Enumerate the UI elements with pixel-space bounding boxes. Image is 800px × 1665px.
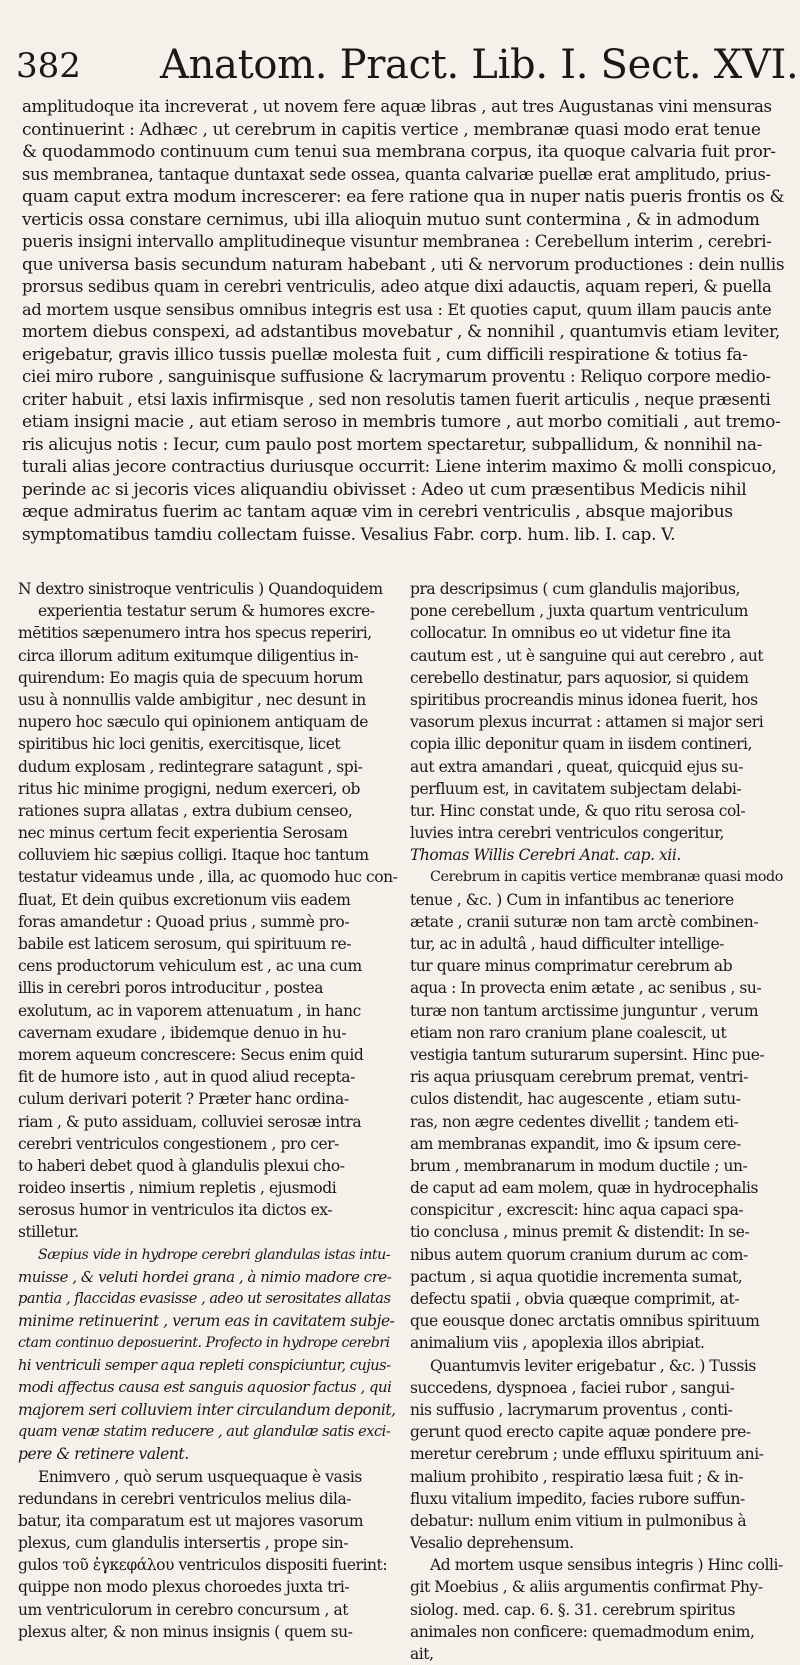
text-line: stilletur. (18, 1223, 79, 1242)
quoted-passage (22, 96, 784, 546)
text-line: illis in cerebri poros introducitur , postea (18, 979, 324, 998)
text-line: culum derivari poterit ? Præter hanc ordina- (18, 1090, 349, 1109)
text-line: plexus alter, & non minus insignis ( quem su- (18, 1622, 353, 1641)
text-line: animales non conficere: quemadmodum enim, (410, 1622, 755, 1641)
left-column (18, 578, 398, 1643)
text-line: riam , & puto assiduam, colluviei serosæ intra (18, 1112, 362, 1131)
text-line: am membranas expandit, imo & ipsum cere- (410, 1134, 741, 1153)
text-line: conspicitur , excrescit: hinc aqua capaci spa- (410, 1201, 744, 1220)
text-line: nibus autem quorum cranium durum ac com- (410, 1245, 748, 1264)
page-title: Anatom. Pract. Lib. I. Sect. XVI. (160, 42, 799, 88)
text-line: debatur: nullum enim vitium in pulmonibus à (410, 1511, 747, 1530)
text-line: ætate , cranii suturæ non tam arctè combinen- (410, 912, 759, 931)
text-line: quirendum: Eo magis quia de specuum horum (18, 668, 363, 687)
text-line: circa illorum aditum exitumque diligentius in- (18, 646, 359, 665)
text-line: amplitudoque ita increverat , ut novem fere aquæ libras , aut tres Augustanas vini mensuras (22, 97, 772, 116)
text-line: modi affectus causa est sanguis aquosior factus , qui (18, 1378, 392, 1396)
text-line: fluat, Et dein quibus excretionum viis eadem (18, 890, 351, 909)
text-line: criter habuit , etsi laxis infirmisque , sed non resolutis tamen fuerit articulis , neque præsenti (22, 389, 771, 409)
text-line: siolog. med. cap. 6. §. 31. cerebrum spiritus (410, 1600, 736, 1619)
text-line: tenue , &c. ) Cum in infantibus ac teneriore (410, 890, 734, 909)
text-line: quam venæ statim reducere , aut glandulæ satis exci- (18, 1424, 391, 1441)
page-number: 382 (16, 46, 81, 86)
text-line: prorsus sedibus quam in cerebri ventriculis, adeo atque dixi adauctis, aquam reperi, & puella (22, 277, 772, 296)
text-line: culos distendit, hac augescente , etiam sutu- (410, 1090, 741, 1109)
text-line: rationes supra allatas , extra dubium censeo, (18, 801, 353, 820)
text-line: babile est laticem serosum, qui spirituum re- (18, 935, 351, 953)
text-line: & quodammodo continuum cum tenui sua membrana corpus, ita quoque calvaria fuit pror- (22, 142, 776, 162)
text-line: roideo insertis , nimium repletis , ejusmodi (18, 1179, 337, 1198)
text-line: cautum est , ut è sanguine qui aut cerebro , aut (410, 646, 764, 665)
text-line: usu à nonnullis valde ambigitur , nec desunt in (18, 690, 366, 709)
text-line: de caput ad eam molem, quæ in hydrocephalis (410, 1179, 759, 1198)
text-line: etiam non raro cranium plane coalescit, ut (410, 1023, 727, 1042)
text-line: verticis ossa constare cernimus, ubi illa alioquin mutuo sunt contermina , & in admodum (22, 209, 760, 230)
text-line: ctam continuo deposuerint. Profecto in hydrope cerebri (18, 1335, 390, 1352)
text-line: nec minus certum fecit experientia Serosam (18, 824, 348, 843)
text-line: ris alicujus notis : Iecur, cum paulo post mortem spectaretur, subpallidum, & nonnihil na- (22, 434, 762, 455)
text-line: testatur videamus unde , illa, ac quomodo huc con- (18, 868, 398, 887)
text-line: pactum , si aqua quotidie incrementa sumat, (410, 1267, 743, 1286)
text-line: ciei miro rubore , sanguinisque suffusione & lacrymarum proventu : Reliquo corpore medio- (22, 367, 771, 386)
text-line: ad mortem usque sensibus omnibus integris est usa : Et quoties caput, quum illam paucis ante (22, 299, 772, 319)
text-line: ras, non ægre cedentes divellit ; tandem eti- (410, 1112, 739, 1131)
text-line: hi ventriculi semper aqua repleti conspiciuntur, cujus- (18, 1357, 391, 1374)
text-line: serosus humor in ventriculos ita dictos ex- (18, 1201, 333, 1220)
text-line: ris aqua priusquam cerebrum premat, ventri- (410, 1068, 748, 1087)
text-line: N dextro sinistroque ventriculis ) Quandoquidem (18, 580, 383, 598)
text-line: colluviem hic sæpius colligi. Itaque hoc tantum (18, 846, 369, 865)
text-line: gerunt quod erecto capite aquæ pondere pre- (410, 1423, 751, 1442)
text-line: vasorum plexus incurrat : attamen si major seri (410, 713, 764, 732)
text-line: cerebello destinatur, pars aquosior, si quidem (410, 668, 749, 687)
text-line: quippe non modo plexus choroedes juxta tri- (18, 1578, 350, 1597)
text-line: cavernam exudare , ibidemque denuo in hu- (18, 1023, 347, 1042)
text-line: Thomas Willis Cerebri Anat. cap. xii. (410, 846, 681, 865)
page-header (14, 42, 799, 88)
text-line: que universa basis secundum naturam habebant , uti & nervorum productiones : dein nullis (22, 254, 785, 275)
text-line: que eousque donec arctatis omnibus spirituum (410, 1312, 760, 1331)
text-line: cens productorum vehiculum est , ac una cum (18, 957, 362, 976)
right-column (410, 578, 790, 1665)
text-line: tio conclusa , minus premit & distendit: In se- (410, 1223, 750, 1242)
text-line: git Moebius , & aliis argumentis confirmat Phy- (410, 1578, 763, 1597)
text-line: fluxu vitalium impedito, facies rubore suffun- (410, 1489, 745, 1508)
text-line: pra descripsimus ( cum glandulis majoribus, (410, 580, 740, 598)
text-line: muisse , & veluti hordei grana , à nimio madore cre- (18, 1267, 392, 1286)
text-line: tur quare minus comprimatur cerebrum ab (410, 957, 733, 976)
text-line: turæ non tantum arctissime junguntur , verum (410, 1001, 759, 1020)
text-line: Vesalio deprehensum. (410, 1534, 574, 1553)
text-line: cerebri ventriculos congestionem , pro cer- (18, 1134, 339, 1153)
text-line: etiam insigni macie , aut etiam seroso in membris tumore , aut morbo comitiali , aut tremo- (22, 412, 781, 432)
text-line: experientia testatur serum & humores excre- (38, 602, 375, 621)
text-line: spiritibus hic loci genitis, exercitisque, licet (18, 735, 341, 754)
text-line: tur, ac in adultâ , haud difficulter intellige- (410, 935, 724, 953)
text-line: succedens, dyspnoea , faciei rubor , sangui- (410, 1378, 735, 1397)
text-line: vestigia tantum suturarum supersint. Hinc pue- (410, 1045, 765, 1064)
text-line: copia illic deponitur quam in iisdem contineri, (410, 735, 753, 754)
text-line: Ad mortem usque sensibus integris ) Hinc colli- (430, 1556, 783, 1575)
text-line: perfluum est, in cavitatem subjectam delabi- (410, 779, 742, 798)
text-line: pone cerebellum , juxta quartum ventriculum (410, 602, 749, 621)
text-line: morem aqueum concrescere: Secus enim quid (18, 1045, 364, 1064)
text-line: pere & retinere valent. (18, 1445, 189, 1464)
text-line: Cerebrum in capitis vertice membranæ quasi modo (430, 869, 783, 886)
text-line: to haberi debet quod à glandulis plexui cho- (18, 1156, 345, 1175)
text-line: aut extra amandari , queat, quicquid ejus su- (410, 757, 743, 776)
text-line: Quantumvis leviter erigebatur , &c. ) Tussis (430, 1356, 756, 1375)
text-line: pueris insigni intervallo amplitudineque visuntur membranea : Cerebellum interim , cerebri- (22, 232, 772, 251)
text-line: luvies intra cerebri ventriculos congeritur, (410, 824, 724, 843)
text-line: pantia , flaccidas evasisse , adeo ut serositates allatas (18, 1291, 391, 1307)
text-line: minime retinuerint , verum eas in cavitatem subje- (18, 1312, 395, 1331)
text-line: turali alias jecore contractius duriusque occurrit: Liene interim maximo & molli conspicuo, (22, 457, 777, 477)
text-line: perinde ac si jecoris vices aliquandiu obivisset : Adeo ut cum præsentibus Medicis nihil (22, 479, 747, 500)
text-line: sus membranea, tantaque duntaxat sede ossea, quanta calvariæ puellæ erat amplitudo, prius- (22, 164, 771, 184)
text-line: quam caput extra modum increscerer: ea fere ratione qua in nuper natis pueris frontis os & (22, 187, 785, 207)
text-line: defectu spatii , obvia quæque comprimit, at- (410, 1290, 740, 1308)
text-line: gulos τοῦ ἐγκεφάλου ventriculos dispositi fuerint: (18, 1556, 388, 1575)
text-line: collocatur. In omnibus eo ut videtur fine ita (410, 624, 731, 643)
text-line: ritus hic minime progigni, nedum exerceri, ob (18, 779, 360, 798)
text-line: meretur cerebrum ; unde effluxu spirituum ani- (410, 1445, 764, 1464)
text-line: tur. Hinc constat unde, & quo ritu serosa col- (410, 801, 746, 820)
text-line: majorem seri colluviem inter circulandum deponit, (18, 1400, 396, 1419)
text-line: fit de humore isto , aut in quod aliud recepta- (18, 1068, 355, 1087)
text-line: redundans in cerebri ventriculos melius dila- (18, 1489, 352, 1508)
text-line: nis suffusio , lacrymarum proventus , conti- (410, 1400, 733, 1419)
text-line: dudum explosam , redintegrare satagunt , spi- (18, 757, 363, 776)
text-line: mētitios sæpenumero intra hos specus reperiri, (18, 624, 372, 643)
text-line: um ventriculorum in cerebro concursum , at (18, 1600, 349, 1619)
text-line: aqua : In provecta enim ætate , ac senibus , su- (410, 979, 762, 998)
section-divider (22, 566, 778, 567)
text-line: Enimvero , quò serum usquequaque è vasis (38, 1467, 362, 1486)
text-line: Sæpius vide in hydrope cerebri glandulas istas intu- (38, 1246, 391, 1263)
text-line: symptomatibus tamdiu collectam fuisse. Vesalius Fabr. corp. hum. lib. I. cap. V. (22, 524, 676, 545)
text-line: continuerint : Adhæc , ut cerebrum in capitis vertice , membranæ quasi modo erat tenue (22, 119, 761, 140)
text-line: spiritibus procreandis minus idonea fuerit, hos (410, 690, 758, 709)
text-line: foras amandetur : Quoad prius , summè pro- (18, 912, 350, 931)
text-line: animalium viis , apoplexia illos abripiat. (410, 1334, 705, 1353)
text-line: exolutum, ac in vaporem attenuatum , in hanc (18, 1001, 361, 1020)
text-line: brum , membranarum in modum ductile ; un- (410, 1156, 748, 1175)
text-line: batur, ita comparatum est ut majores vasorum (18, 1511, 364, 1530)
text-line: erigebatur, gravis illico tussis puellæ molesta fuit , cum difficili respiratione & totius fa- (22, 344, 748, 365)
text-line: mortem diebus conspexi, ad adstantibus movebatur , & nonnihil , quantumvis etiam leviter, (22, 322, 780, 342)
text-line: malium prohibito , respiratio læsa fuit ; & in- (410, 1467, 744, 1486)
text-line: ait, (410, 1645, 434, 1663)
text-line: nupero hoc sæculo qui opinionem antiquam de (18, 713, 369, 732)
text-line: plexus, cum glandulis intersertis , prope sin- (18, 1534, 349, 1553)
text-line: æque admiratus fuerim ac tantam aquæ vim in cerebri ventriculis , absque majoribus (22, 502, 733, 522)
